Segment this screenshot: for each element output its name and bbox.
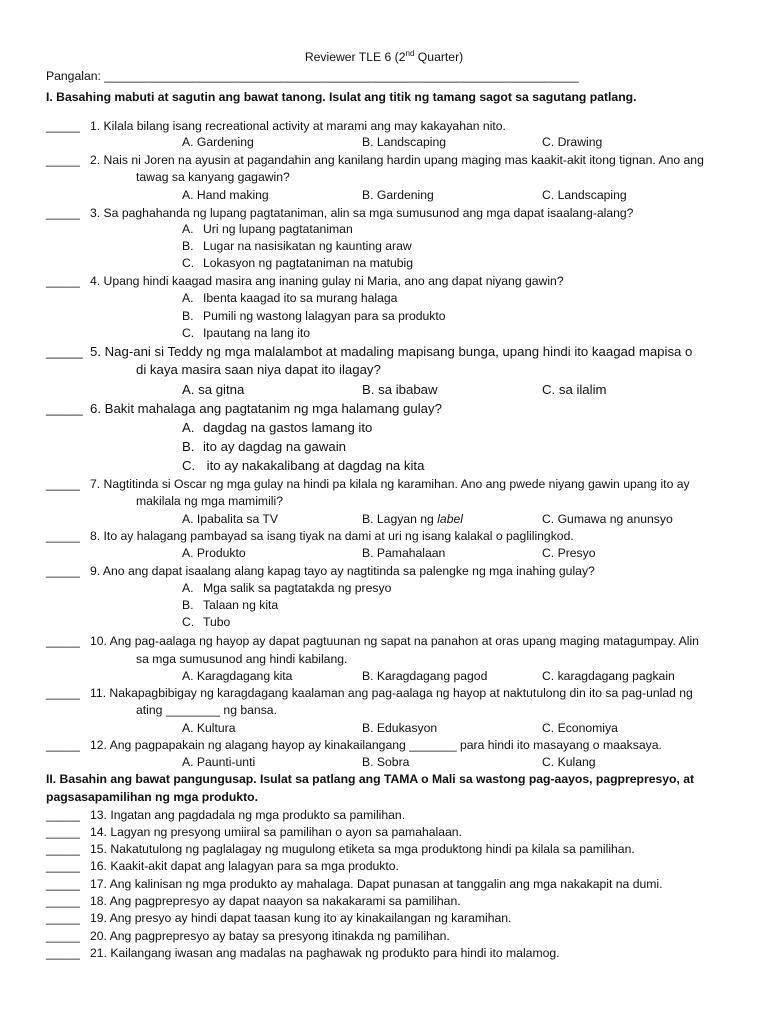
q11-option-c: C. Economiya — [542, 721, 618, 735]
q4-option-a: A. Ibenta kaagad ito sa murang halaga — [182, 291, 398, 305]
answer-blank[interactable]: _____ — [46, 877, 80, 891]
question-3: 3. Sa paghahanda ng lupang pagtataniman, alin sa mga sumusunod ang mga dapat isaalang-alang? — [90, 206, 634, 220]
question-2-cont: tawag sa kanyang gagawin? — [136, 170, 290, 184]
q3-option-b: B. Lugar na nasisikatan ng kaunting araw — [182, 239, 412, 253]
statement-20: 20. Ang pagprepresyo ay batay sa presyong itinakda ng pamilihan. — [90, 929, 450, 943]
section-2-instruction-cont: pagsasapamilihan ng mga produkto. — [46, 790, 258, 804]
answer-blank[interactable]: _____ — [46, 206, 80, 220]
answer-blank[interactable]: _____ — [46, 894, 80, 908]
question-4: 4. Upang hindi kaagad masira ang inaning gulay ni Maria, ano ang dapat niyang gawin? — [90, 274, 564, 288]
q2-option-a: A. Hand making — [182, 188, 269, 202]
question-5-cont: di kaya masira saan niya dapat ito ilagay? — [136, 362, 381, 377]
answer-blank[interactable]: _____ — [46, 738, 80, 752]
answer-blank[interactable]: _____ — [46, 529, 80, 543]
statement-18: 18. Ang pagprepresyo ay dapat naayon sa nakakarami sa pamilihan. — [90, 894, 461, 908]
q4-option-b: B. Pumili ng wastong lalagyan para sa produkto — [182, 309, 446, 323]
q12-option-b: B. Sobra — [362, 755, 410, 769]
answer-blank[interactable]: _____ — [46, 634, 80, 648]
q2-option-b: B. Gardening — [362, 188, 434, 202]
q9-option-a: A. Mga salik sa pagtatakda ng presyo — [182, 581, 392, 595]
q8-option-b: B. Pamahalaan — [362, 546, 446, 560]
answer-blank[interactable]: _____ — [46, 401, 83, 416]
q6-option-b: B. ito ay dagdag na gawain — [182, 439, 346, 454]
statement-16: 16. Kaakit-akit dapat ang lalagyan para sa mga produkto. — [90, 859, 399, 873]
answer-blank[interactable]: _____ — [46, 477, 80, 491]
q12-option-a: A. Paunti-unti — [182, 755, 256, 769]
section-1-instruction: I. Basahing mabuti at sagutin ang bawat tanong. Isulat ang titik ng tamang sagot sa sagutang patlang. — [46, 90, 637, 104]
answer-blank[interactable]: _____ — [46, 808, 80, 822]
question-12: 12. Ang pagpapakain ng alagang hayop ay kinakailangang _______ para hindi ito masayang o maaksaya. — [90, 738, 662, 752]
q11-option-b: B. Edukasyon — [362, 721, 438, 735]
page-title: Reviewer TLE 6 (2nd Quarter) — [304, 48, 464, 64]
answer-blank[interactable]: _____ — [46, 911, 80, 925]
question-6: 6. Bakit mahalaga ang pagtatanim ng mga halamang gulay? — [90, 401, 442, 416]
q7-option-a: A. Ipabalita sa TV — [182, 512, 278, 526]
q8-option-c: C. Presyo — [542, 546, 596, 560]
question-10-cont: sa mga sumusunod ang hindi kabilang. — [136, 652, 348, 666]
q7-option-b: B. Lagyan ng label — [362, 512, 463, 526]
statement-17: 17. Ang kalinisan ng mga produkto ay mahalaga. Dapat punasan at tanggalin ang mga nakakapit na dumi. — [90, 877, 663, 891]
q4-option-c: C. Ipautang na lang ito — [182, 326, 311, 340]
answer-blank[interactable]: _____ — [46, 119, 80, 133]
q5-option-c: C. sa ilalim — [542, 382, 607, 397]
statement-15: 15. Nakatutulong ng paglalagay ng mugulong etiketa sa mga produktong hindi pa kilala sa pamilihan. — [90, 842, 635, 856]
q1-option-b: B. Landscaping — [362, 135, 447, 149]
q12-option-c: C. Kulang — [542, 755, 596, 769]
answer-blank[interactable]: _____ — [46, 564, 80, 578]
q7-option-c: C. Gumawa ng anunsyo — [542, 512, 673, 526]
answer-blank[interactable]: _____ — [46, 929, 80, 943]
answer-blank[interactable]: _____ — [46, 825, 80, 839]
q10-option-c: C. karagdagang pagkain — [542, 669, 675, 683]
q6-option-c: C. ito ay nakakalibang at dagdag na kita — [182, 458, 425, 473]
question-1: 1. Kilala bilang isang recreational activity at marami ang may kakayahan nito. — [90, 119, 506, 133]
answer-blank[interactable]: _____ — [46, 344, 83, 359]
q5-option-b: B. sa ibabaw — [362, 382, 438, 397]
question-2: 2. Nais ni Joren na ayusin at pagandahin ang kanilang hardin upang maging mas kaakit-akit itong tignan. Ano ang — [90, 153, 704, 167]
answer-blank[interactable]: _____ — [46, 274, 80, 288]
question-11: 11. Nakapagbibigay ng karagdagang kaalaman ang pag-aalaga ng hayop at naktutulong din ito sa pag-unlad ng — [90, 686, 693, 700]
question-8: 8. Ito ay halagang pambayad sa isang tiyak na dami at uri ng isang kalakal o paglilingkod. — [90, 529, 574, 543]
question-7: 7. Nagtitinda si Oscar ng mga gulay na hindi pa kilala ng karamihan. Ano ang pwede niyang gawin upang ito ay — [90, 477, 690, 491]
q9-option-b: B. Talaan ng kita — [182, 598, 279, 612]
statement-14: 14. Lagyan ng presyong umiiral sa pamilihan o ayon sa pamahalaan. — [90, 825, 462, 839]
question-7-cont: makilala ng mga mamimili? — [136, 494, 283, 508]
q3-option-a: A. Uri ng lupang pagtataniman — [182, 222, 353, 236]
q2-option-c: C. Landscaping — [542, 188, 627, 202]
q9-option-c: C. Tubo — [182, 615, 231, 629]
statement-21: 21. Kailangang iwasan ang madalas na paghawak ng produkto para hindi ito malamog. — [90, 946, 560, 960]
question-11-cont: ating ________ ng bansa. — [136, 703, 277, 717]
statement-19: 19. Ang presyo ay hindi dapat taasan kung ito ay kinakailangan ng karamihan. — [90, 911, 512, 925]
q1-option-a: A. Gardening — [182, 135, 254, 149]
q6-option-a: A. dagdag na gastos lamang ito — [182, 420, 373, 435]
q10-option-a: A. Karagdagang kita — [182, 669, 293, 683]
answer-blank[interactable]: _____ — [46, 686, 80, 700]
statement-13: 13. Ingatan ang pagdadala ng mga produkto sa pamilihan. — [90, 808, 406, 822]
answer-blank[interactable]: _____ — [46, 946, 80, 960]
q3-option-c: C. Lokasyon ng pagtataniman na matubig — [182, 256, 414, 270]
question-5: 5. Nag-ani si Teddy ng mga malalambot at madaling mapisang bunga, upang hindi ito kaagad mapisa o — [90, 344, 693, 359]
q5-option-a: A. sa gitna — [182, 382, 245, 397]
section-2-instruction: II. Basahin ang bawat pangungusap. Isulat sa patlang ang TAMA o Mali sa wastong pag-aayos, pagprepresyo, at — [46, 772, 695, 786]
question-10: 10. Ang pag-aalaga ng hayop ay dapat pagtuunan ng sapat na panahon at oras upang maging matagumpay. Alin — [90, 634, 699, 648]
answer-blank[interactable]: _____ — [46, 842, 80, 856]
name-field-label: Pangalan: ______________________________________________________________________ — [46, 69, 579, 83]
question-9: 9. Ano ang dapat isaalang alang kapag tayo ay nagtitinda sa palengke ng mga inahing gulay? — [90, 564, 595, 578]
q8-option-a: A. Produkto — [182, 546, 246, 560]
answer-blank[interactable]: _____ — [46, 153, 80, 167]
q10-option-b: B. Karagdagang pagod — [362, 669, 488, 683]
q11-option-a: A. Kultura — [182, 721, 236, 735]
q1-option-c: C. Drawing — [542, 135, 603, 149]
answer-blank[interactable]: _____ — [46, 859, 80, 873]
